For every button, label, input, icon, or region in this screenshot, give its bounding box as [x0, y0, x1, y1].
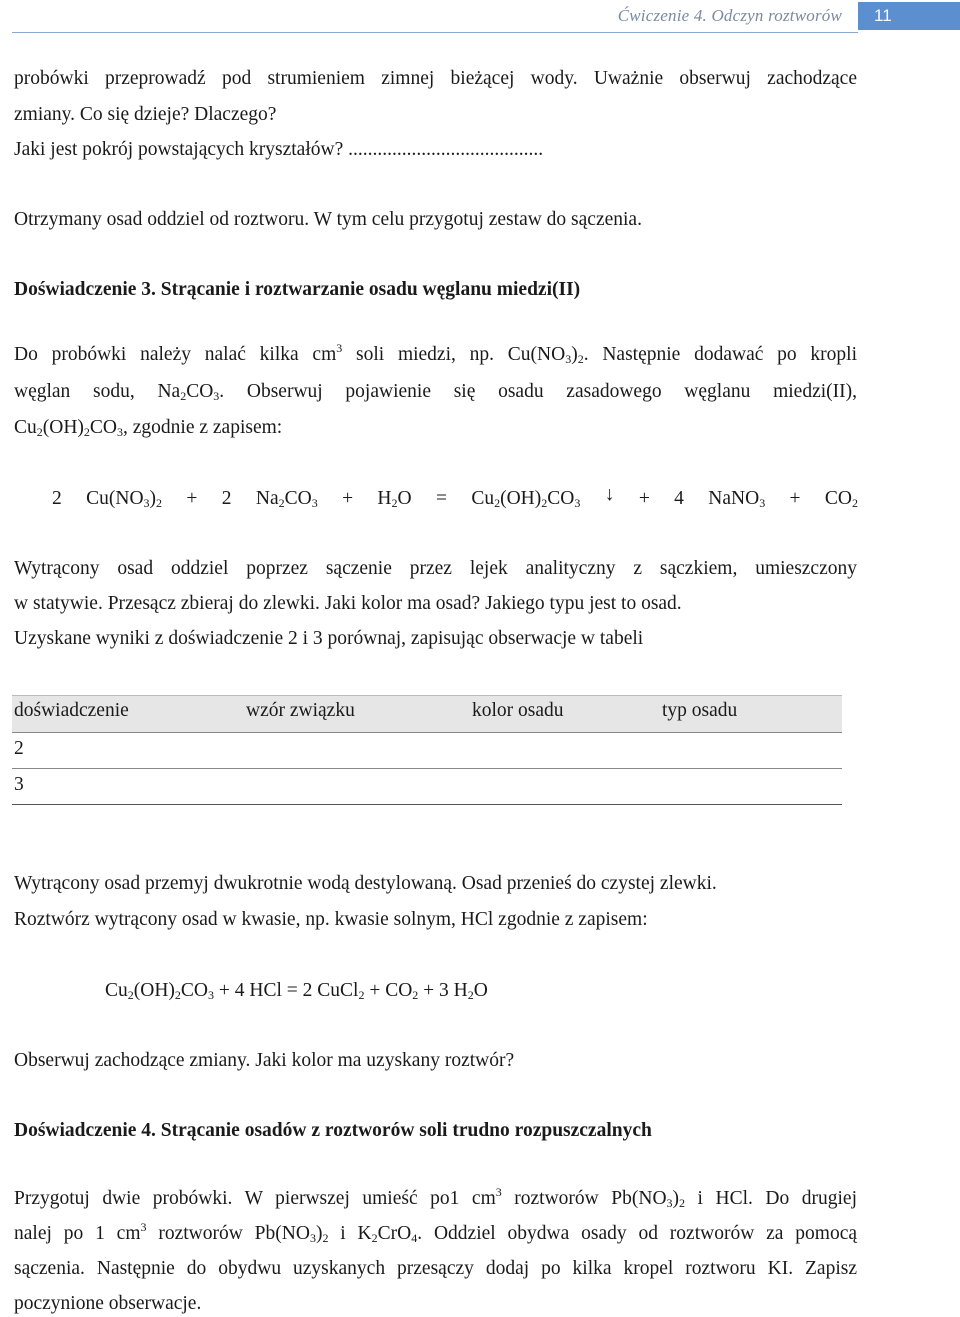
table-row — [12, 769, 842, 805]
exp3-paragraph-line-1: Do probówki należy nalać kilka $cm^3$ soli miedzi, np. $Cu(NO_3)_2$. Następnie dodawać po kropli — [14, 341, 857, 366]
precipitate-arrow-icon: ↓ — [604, 484, 615, 505]
after-table-line-1: Wytrącony osad przemyj dwukrotnie wodą destylowaną. Osad przenieś do czystej zlewki. — [14, 873, 717, 894]
intro-line-3: Jaki jest pokrój powstających kryształów? ........................................ — [14, 139, 544, 160]
column-header: doświadczenie — [14, 700, 129, 721]
header-divider — [12, 32, 858, 33]
exp3-heading: Doświadczenie 3. Strącanie i roztwarzanie osadu węglanu miedzi(II) — [14, 279, 581, 300]
exp4-line-2: nalej po 1 $cm^3$ roztworów $Pb(NO_3)_2$ i $K_2CrO_4$. Oddziel obydwa osady od roztworów za pomocą — [14, 1220, 858, 1245]
table-cell: 2 — [14, 738, 24, 759]
reaction-equation-2: $Cu_2(OH)_2CO_3 + 4$ HCl = 2 CuCl$_2$ + $CO_2 + 3$ $H_2O$ — [105, 980, 488, 1002]
exp3-after-eq-line-2: w statywie. Przesącz zbieraj do zlewki. Jaki kolor ma osad? Jakiego typu jest to osad. — [14, 593, 682, 614]
observations-table — [12, 695, 842, 805]
column-header: typ osadu — [662, 700, 738, 721]
exp3-paragraph-line-3: $Cu_2(OH)_2CO_3$, zgodnie z zapisem: — [14, 417, 283, 439]
after-table-line-2: Roztwórz wytrącony osad w kwasie, np. kwasie solnym, HCl zgodnie z zapisem: — [14, 909, 648, 930]
chapter-title: Ćwiczenie 4. Odczyn roztworów — [617, 6, 842, 25]
exp3-after-eq-line-1: Wytrącony osad oddziel poprzez sączenie przez lejek analityczny z sączkiem, umieszczony — [14, 558, 857, 579]
exp4-heading: Doświadczenie 4. Strącanie osadów z roztworów soli trudno rozpuszczalnych — [14, 1120, 652, 1141]
exp4-line-3: sączenia. Następnie do obydwu uzyskanych przesączy dodaj po kilka kropel roztworu KI. Zapisz — [14, 1258, 857, 1279]
exp4-line-4: poczynione obserwacje. — [14, 1293, 202, 1314]
intro-line-2: zmiany. Co się dzieje? Dlaczego? — [14, 104, 277, 125]
table-cell: 3 — [14, 774, 24, 795]
intro-line-1: probówki przeprowadź pod strumieniem zimnej bieżącej wody. Uważnie obserwuj zachodzące — [14, 68, 857, 89]
exp3-paragraph-line-2: węglan sodu, $Na_2CO_3$. Obserwuj pojawienie się osadu zasadowego węglanu miedzi(II), — [14, 381, 857, 403]
column-header: kolor osadu — [472, 700, 564, 721]
table-row — [12, 733, 842, 769]
table-header-row — [12, 695, 842, 733]
exp4-line-1: Przygotuj dwie probówki. W pierwszej umieść po1 $cm^3$ roztworów $Pb(NO_3)_2$ i HCl. Do drugiej — [14, 1185, 857, 1210]
exp3-after-eq-line-3: Uzyskane wyniki z doświadczenie 2 i 3 porównaj, zapisując obserwacje w tabeli — [14, 628, 644, 649]
column-header: wzór związku — [246, 700, 355, 721]
after-table-line-3: Obserwuj zachodzące zmiany. Jaki kolor ma uzyskany roztwór? — [14, 1050, 515, 1071]
page-number: 11 — [858, 2, 960, 30]
reaction-equation-1: 2 $Cu(NO_3)_2$ + 2 $Na_2CO_3$ + $H_2O$ = $Cu_2(OH)_2CO_3$ ↓ + 4 NaNO$_3$ + $CO_2$ — [52, 484, 858, 510]
intro-line-4: Otrzymany osad oddziel od roztworu. W tym celu przygotuj zestaw do sączenia. — [14, 209, 642, 230]
